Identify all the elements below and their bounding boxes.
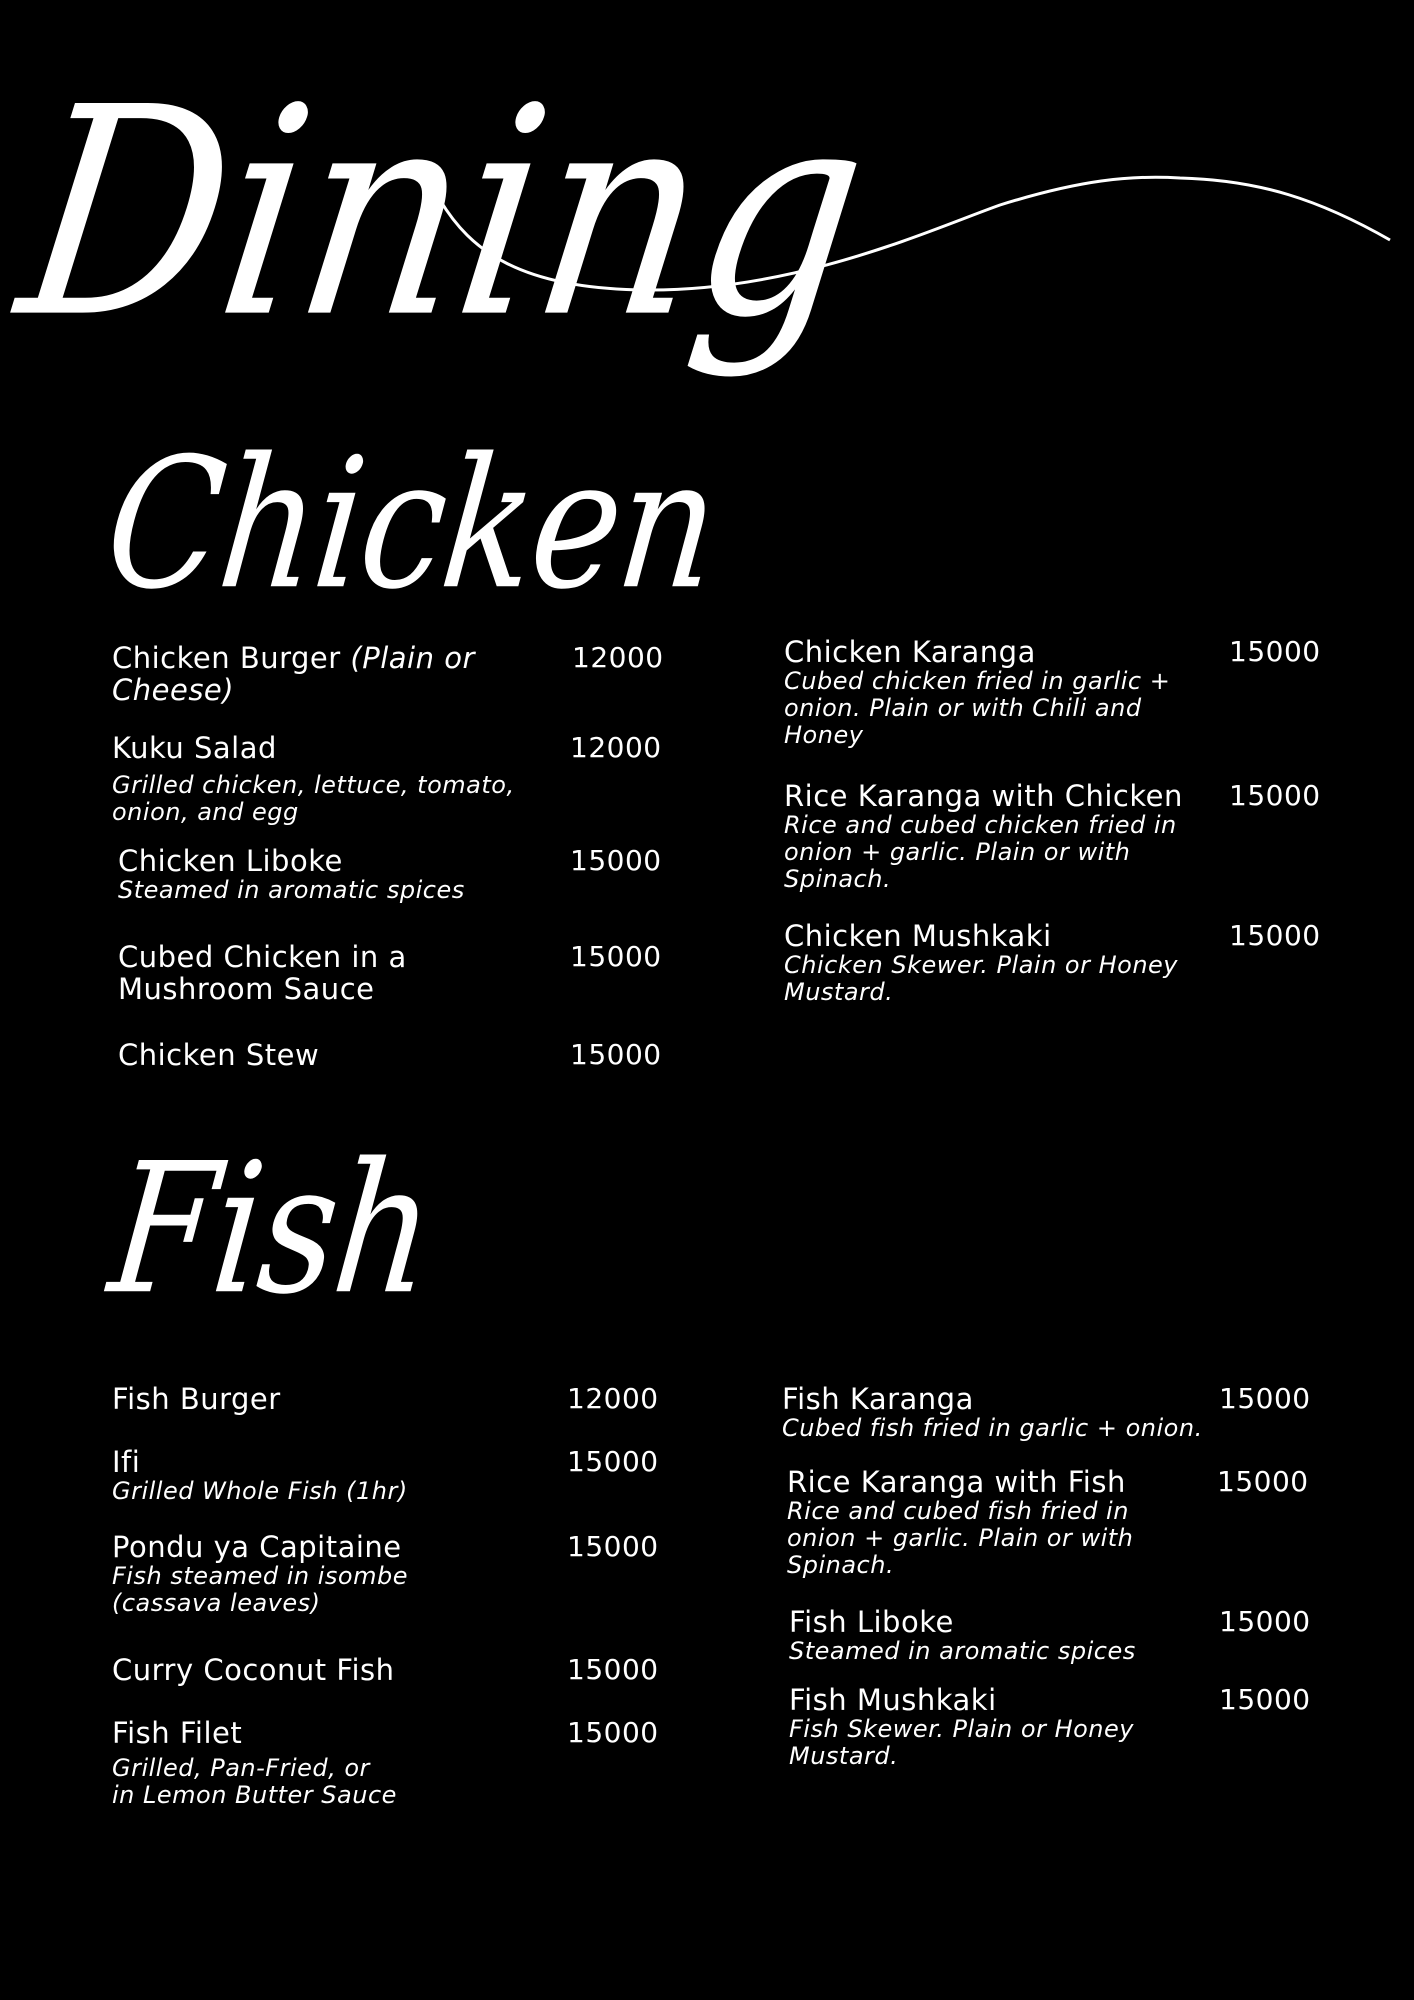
item-price: 15000 xyxy=(570,1038,662,1071)
item-name: Rice Karanga with Fish xyxy=(787,1465,1126,1499)
menu-item xyxy=(118,845,678,941)
menu-item xyxy=(784,780,1344,920)
item-name: Rice Karanga with Chicken xyxy=(784,779,1183,813)
fish-right-column xyxy=(782,1383,1342,1774)
menu-item xyxy=(112,642,672,730)
chicken-left-column xyxy=(112,642,672,1079)
item-price: 12000 xyxy=(572,641,664,674)
menu-item xyxy=(784,636,1344,780)
menu-item xyxy=(118,941,678,1039)
item-price: 15000 xyxy=(1229,635,1321,668)
item-price: 15000 xyxy=(567,1445,659,1478)
menu-item xyxy=(112,1531,672,1654)
item-name: Chicken Burger (Plain or xyxy=(112,641,475,675)
item-name: Fish Karanga xyxy=(782,1382,974,1416)
item-description: Fish steamed in isombe xyxy=(112,1562,408,1590)
item-description: Grilled, Pan-Fried, or xyxy=(112,1754,370,1782)
item-price: 15000 xyxy=(567,1653,659,1686)
menu-item xyxy=(112,1717,672,1807)
chicken-right-column xyxy=(784,636,1344,1010)
item-price: 15000 xyxy=(1217,1465,1309,1498)
item-price: 15000 xyxy=(570,844,662,877)
item-name: Fish Filet xyxy=(112,1716,243,1750)
item-description: Honey xyxy=(784,721,864,749)
item-price: 12000 xyxy=(567,1382,659,1415)
item-name: Cubed Chicken in a xyxy=(118,940,407,974)
item-description: Rice and cubed fish fried in xyxy=(787,1497,1129,1525)
menu-item xyxy=(118,1039,678,1079)
item-name: Fish Liboke xyxy=(789,1605,954,1639)
menu-item xyxy=(789,1684,1349,1774)
item-price: 15000 xyxy=(570,940,662,973)
item-price: 15000 xyxy=(1229,919,1321,952)
item-name: Chicken Liboke xyxy=(118,844,343,878)
menu-item xyxy=(784,920,1344,1010)
item-name-cont: Mushroom Sauce xyxy=(118,972,375,1006)
item-name: Fish Burger xyxy=(112,1382,281,1416)
menu-item xyxy=(789,1606,1349,1684)
item-name: Kuku Salad xyxy=(112,731,277,765)
item-description: Rice and cubed chicken fried in xyxy=(784,811,1177,839)
item-description: Grilled Whole Fish (1hr) xyxy=(112,1477,408,1505)
item-price: 15000 xyxy=(1229,779,1321,812)
item-name: Pondu ya Capitaine xyxy=(112,1530,402,1564)
item-description: Mustard. xyxy=(784,978,894,1006)
menu-item xyxy=(112,1383,672,1446)
item-description: Cubed chicken fried in garlic + xyxy=(784,667,1171,695)
item-description: Steamed in aromatic spices xyxy=(789,1637,1136,1665)
item-description: onion. Plain or with Chili and xyxy=(784,694,1142,722)
item-description: onion + garlic. Plain or with xyxy=(787,1524,1134,1552)
item-price: 12000 xyxy=(570,731,662,764)
fish-left-column xyxy=(112,1383,672,1807)
item-description: Steamed in aromatic spices xyxy=(118,876,465,904)
item-name: Chicken Mushkaki xyxy=(784,919,1052,953)
item-description: in Lemon Butter Sauce xyxy=(112,1781,397,1809)
menu-item xyxy=(112,732,672,847)
item-description: (cassava leaves) xyxy=(112,1589,321,1617)
item-description: Cubed fish fried in garlic + onion. xyxy=(782,1414,1203,1442)
menu-item xyxy=(782,1383,1342,1466)
item-name: Fish Mushkaki xyxy=(789,1683,997,1717)
item-description: Grilled chicken, lettuce, tomato, xyxy=(112,771,515,799)
item-price: 15000 xyxy=(1219,1683,1311,1716)
item-name: Chicken Stew xyxy=(118,1038,320,1072)
menu-item xyxy=(112,1654,672,1717)
item-description: onion + garlic. Plain or with xyxy=(784,838,1131,866)
section-title-chicken: Chicken xyxy=(97,420,726,630)
item-price: 15000 xyxy=(1219,1605,1311,1638)
item-description: onion, and egg xyxy=(112,798,299,826)
menu-item xyxy=(787,1466,1347,1606)
item-description: Spinach. xyxy=(784,865,892,893)
item-description: Mustard. xyxy=(789,1742,899,1770)
item-name: Chicken Karanga xyxy=(784,635,1036,669)
item-description: Spinach. xyxy=(787,1551,895,1579)
item-price: 15000 xyxy=(567,1716,659,1749)
section-title-fish: Fish xyxy=(101,1125,442,1335)
item-description: Chicken Skewer. Plain or Honey xyxy=(784,951,1178,979)
page-title: Dining xyxy=(4,45,882,381)
item-price: 15000 xyxy=(1219,1382,1311,1415)
item-name-cont: Cheese) xyxy=(112,673,235,707)
item-name: Curry Coconut Fish xyxy=(112,1653,395,1687)
menu-item xyxy=(112,1446,672,1531)
item-name: Ifi xyxy=(112,1445,141,1479)
item-price: 15000 xyxy=(567,1530,659,1563)
item-description: Fish Skewer. Plain or Honey xyxy=(789,1715,1134,1743)
